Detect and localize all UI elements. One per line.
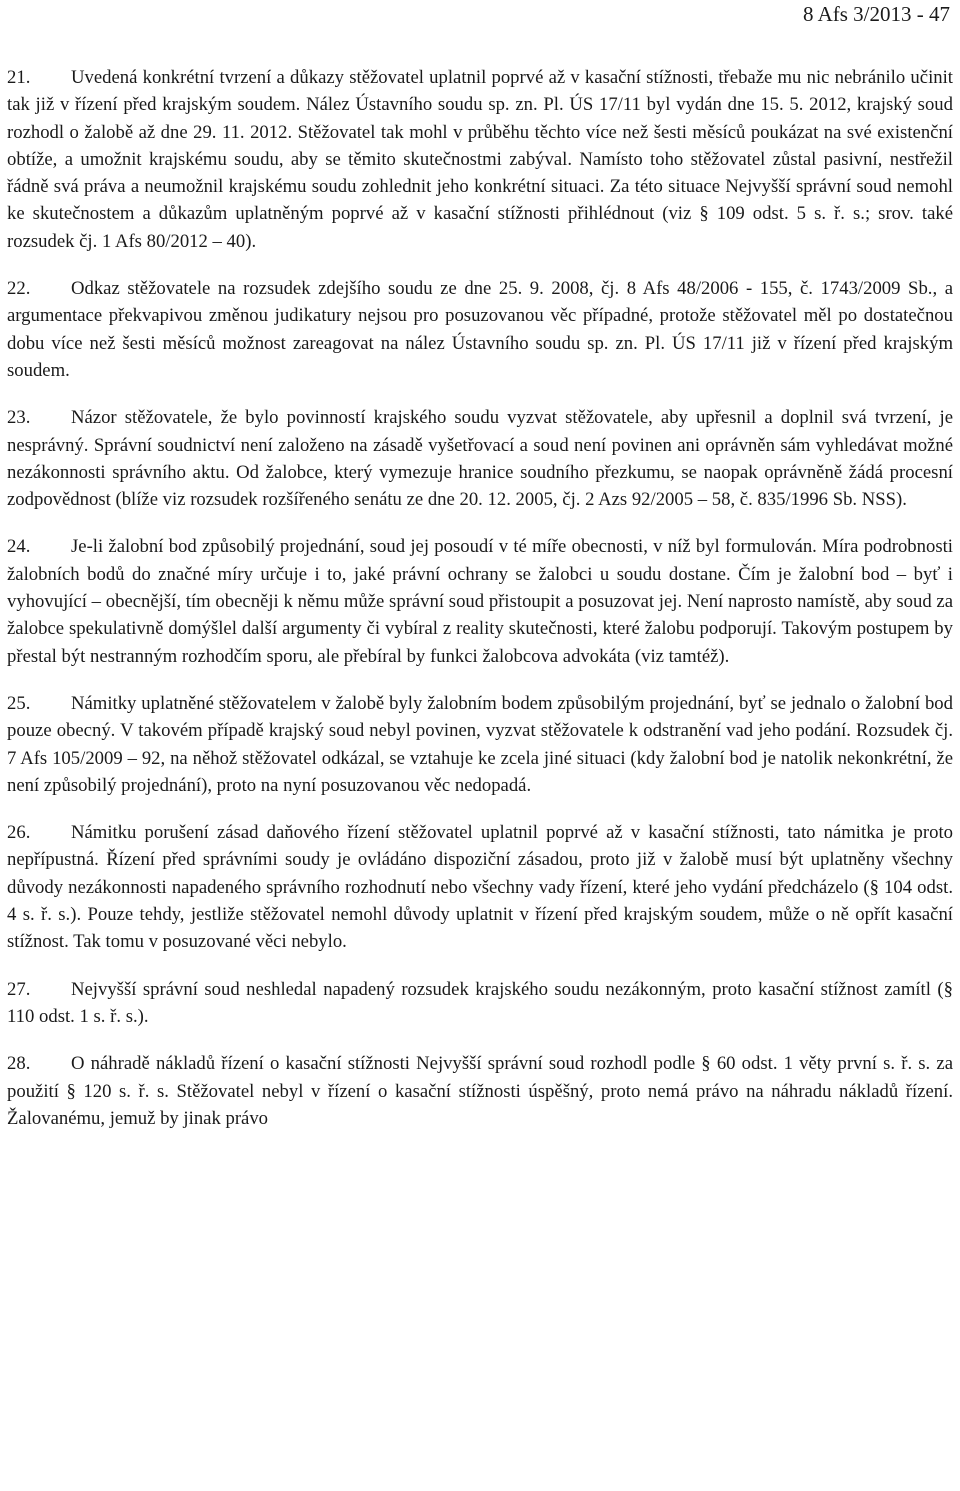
paragraph-text: O náhradě nákladů řízení o kasační stížnosti Nejvyšší správní soud rozhodl podle § 60 odst. 1 věty první s. ř. s. za použití § 120 s. ř. s. Stěžovatel nebyl v řízení o kasační stížnosti úspěšný, proto nemá právo na náhradu nákladů řízení. Žalovanému, jemuž by jinak právo xyxy=(7,1053,953,1129)
paragraph-text: Námitky uplatněné stěžovatelem v žalobě byly žalobním bodem způsobilým projednání, byť se jednalo o žalobní bod pouze obecný. V takovém případě krajský soud nebyl povinen, vyzvat stěžovatele k odstranění vad jeho podání. Rozsudek čj. 7 Afs 105/2009 – 92, na něhož stěžovatel odkázal, se vztahuje ke zcela jiné situaci (kdy žalobní bod je natolik nekonkrétní, že není způsobilý projednání), proto na nyní posuzovanou věc nedopadá. xyxy=(7,692,953,796)
paragraph-text: Uvedená konkrétní tvrzení a důkazy stěžovatel uplatnil poprvé až v kasační stížnosti, třebaže mu nic nebránilo učinit tak již v řízení před krajským soudem. Nález Ústavního soudu sp. zn. Pl. ÚS 17/11 byl vydán dne 15. 5. 2012, krajský soud rozhodl o žalobě až dne 29. 11. 2012. Stěžovatel tak mohl v průběhu těchto více než šesti měsíců poukázat na své existenční obtíže, a umožnit krajskému soudu, aby se těmito skutečnostmi zabýval. Namísto toho stěžovatel zůstal pasivní, nestřežil řádně svá práva a neumožnil krajskému soudu zohlednit jeho konkrétní situaci. Za této situace Nejvyšší správní soud nemohl ke skutečnostem a důkazům uplatněným poprvé až v kasační stížnosti přihlédnout (viz § 109 odst. 5 s. ř. s.; srov. také rozsudek čj. 1 Afs 80/2012 – 40). xyxy=(7,67,953,252)
document-body xyxy=(7,64,953,1152)
case-reference: 8 Afs 3/2013 - 47 xyxy=(803,2,950,26)
paragraph-number: 21. xyxy=(7,67,31,88)
paragraph-22 xyxy=(7,275,953,384)
paragraph-number: 26. xyxy=(7,822,31,844)
paragraph-number: 23. xyxy=(7,407,31,429)
paragraph-number: 22. xyxy=(7,278,31,300)
paragraph-28 xyxy=(7,1050,953,1132)
paragraph-23 xyxy=(7,404,953,513)
paragraph-text: Námitku porušení zásad daňového řízení stěžovatel uplatnil poprvé až v kasační stížnosti, tato námitka je proto nepřípustná. Řízení před správními soudy je ovládáno dispoziční zásadou, proto již v žalobě musí být uplatněny všechny důvody nezákonnosti napadeného správního rozhodnutí nebo všechny vady řízení, které jeho vydání předcházelo (§ 104 odst. 4 s. ř. s.). Pouze tehdy, jestliže stěžovatel nemohl důvody uplatnit v řízení před krajským soudem, může o ně opřít kasační stížnost. Tak tomu v posuzované věci nebylo. xyxy=(7,822,953,953)
paragraph-27 xyxy=(7,976,953,1031)
paragraph-24 xyxy=(7,533,953,669)
paragraph-text: Nejvyšší správní soud neshledal napadený rozsudek krajského soudu nezákonným, proto kasační stížnost zamítl (§ 110 odst. 1 s. ř. s.). xyxy=(7,978,953,1027)
paragraph-25 xyxy=(7,690,953,799)
paragraph-21 xyxy=(7,64,953,255)
paragraph-text: Odkaz stěžovatele na rozsudek zdejšího soudu ze dne 25. 9. 2008, čj. 8 Afs 48/2006 - 155, č. 1743/2009 Sb., a argumentace překvapivou změnou judikatury nejsou pro posuzovanou věc případné, protože stěžovatel měl po dostatečnou dobu více než šesti měsíců možnost zareagovat na nález Ústavního soudu sp. zn. Pl. ÚS 17/11 již v řízení před krajským soudem. xyxy=(7,278,953,381)
paragraph-26 xyxy=(7,819,953,955)
paragraph-number: 27. xyxy=(7,978,31,1000)
paragraph-number: 28. xyxy=(7,1053,31,1075)
paragraph-text: Názor stěžovatele, že bylo povinností krajského soudu vyzvat stěžovatele, aby upřesnil a doplnil svá tvrzení, je nesprávný. Správní soudnictví není založeno na zásadě vyšetřovací a soud není povinen ani oprávněn sám vyhledávat možné nezákonnosti správního aktu. Od žalobce, který vymezuje hranice soudního přezkumu, se naopak oprávněně žádá procesní zodpovědnost (blíže viz rozsudek rozšířeného senátu ze dne 20. 12. 2005, čj. 2 Azs 92/2005 – 58, č. 835/1996 Sb. NSS). xyxy=(7,407,953,511)
paragraph-number: 25. xyxy=(7,692,31,714)
paragraph-text: Je-li žalobní bod způsobilý projednání, soud jej posoudí v té míře obecnosti, v níž byl formulován. Míra podrobnosti žalobních bodů do značné míry určuje i to, jaké právní ochrany se žalobci u soudu dostane. Čím je žalobní bod – byť i vyhovující – obecnější, tím obecněji k němu může správní soud přistoupit a posuzovat jej. Není naprosto namístě, aby soud za žalobce spekulativně domýšlel další argumenty či vybíral z reality skutečnosti, které žalobu podporují. Takovým postupem by přestal být nestranným rozhodčím sporu, ale přebíral by funkci žalobcova advokáta (viz tamtéž). xyxy=(7,536,953,667)
paragraph-number: 24. xyxy=(7,536,31,558)
